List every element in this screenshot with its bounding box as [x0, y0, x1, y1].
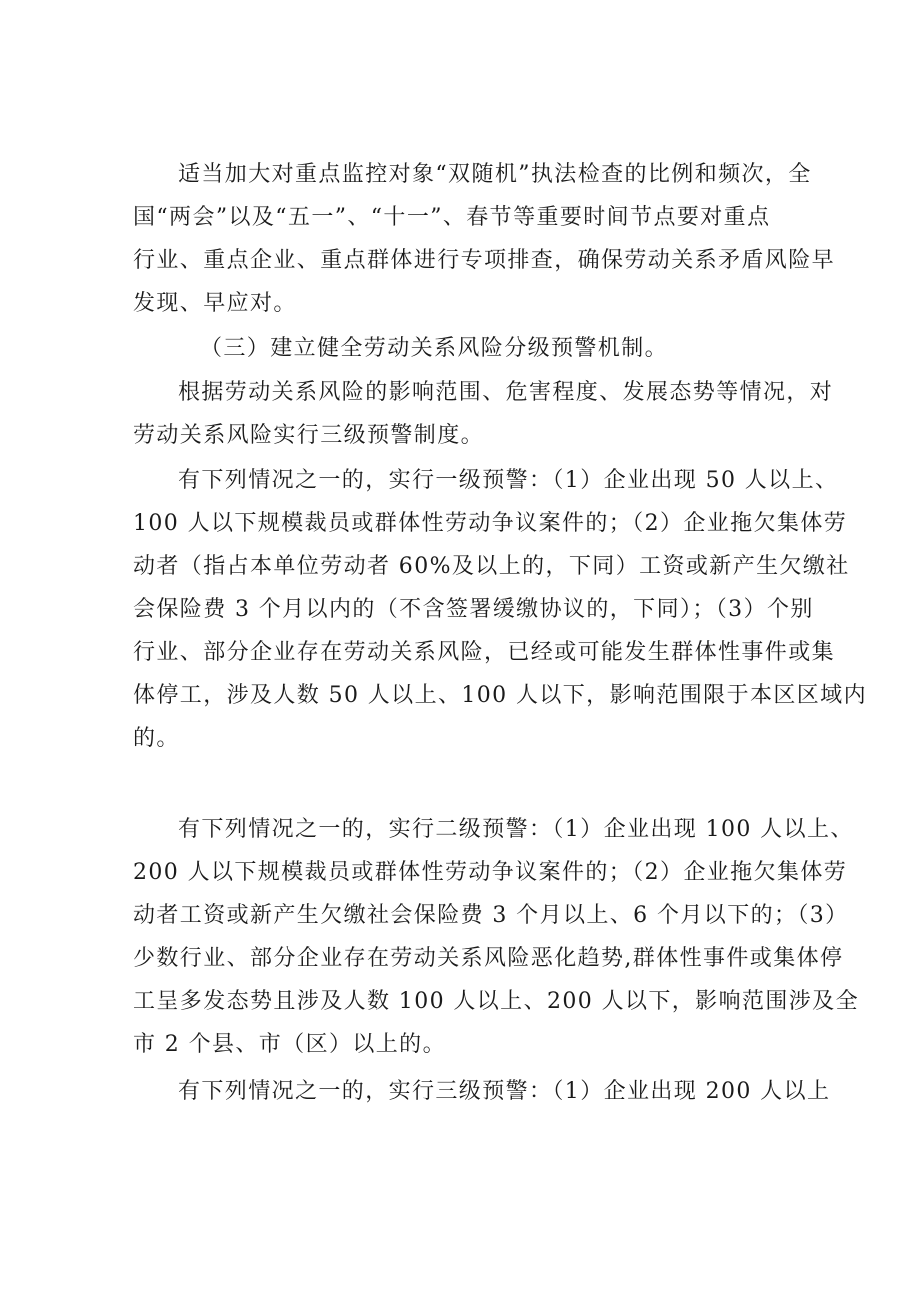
paragraph-1-line-2: 国“两会”以及“五一”、“十一”、春节等重要时间节点要对重点	[133, 205, 771, 230]
section-heading-3: （三）建立健全劳动关系风险分级预警机制。	[200, 336, 669, 361]
paragraph-3-line-5: 行业、部分企业存在劳动关系风险，已经或可能发生群体性事件或集	[133, 640, 836, 665]
paragraph-4-line-6: 市 2 个县、市（区）以上的。	[133, 1032, 446, 1057]
paragraph-4-line-5: 工呈多发态势且涉及人数 100 人以上、200 人以下，影响范围涉及全	[133, 989, 859, 1014]
paragraph-4-line-4: 少数行业、部分企业存在劳动关系风险恶化趋势,群体性事件或集体停	[133, 946, 844, 971]
paragraph-3-line-3: 动者（指占本单位劳动者 60%及以上的，下同）工资或新产生欠缴社	[133, 554, 850, 579]
paragraph-1-line-1: 适当加大对重点监控对象“双随机”执法检查的比例和频次，全	[178, 162, 812, 187]
paragraph-1-line-3: 行业、重点企业、重点群体进行专项排查，确保劳动关系矛盾风险早	[133, 248, 836, 273]
paragraph-4-line-1: 有下列情况之一的，实行二级预警：（1）企业出现 100 人以上、	[178, 817, 854, 842]
paragraph-4-line-2: 200 人以下规模裁员或群体性劳动争议案件的；（2）企业拖欠集体劳	[133, 860, 848, 885]
paragraph-3-line-1: 有下列情况之一的，实行一级预警：（1）企业出现 50 人以上、	[178, 468, 839, 493]
paragraph-3-line-2: 100 人以下规模裁员或群体性劳动争议案件的；（2）企业拖欠集体劳	[133, 511, 848, 536]
paragraph-3-line-6: 体停工，涉及人数 50 人以上、100 人以下，影响范围限于本区区域内	[133, 683, 867, 708]
paragraph-4-line-3: 动者工资或新产生欠缴社会保险费 3 个月以上、6 个月以下的；（3）	[133, 903, 849, 928]
paragraph-2-line-1: 根据劳动关系风险的影响范围、危害程度、发展态势等情况，对	[178, 380, 834, 405]
paragraph-5-line-1: 有下列情况之一的，实行三级预警：（1）企业出现 200 人以上	[178, 1079, 831, 1104]
paragraph-3-line-4: 会保险费 3 个月以内的（不含签署缓缴协议的，下同）；（3）个别	[133, 597, 814, 622]
paragraph-2-line-2: 劳动关系风险实行三级预警制度。	[133, 423, 485, 448]
paragraph-1-line-4: 发现、早应对。	[133, 291, 297, 316]
paragraph-3-line-7: 的。	[133, 726, 180, 751]
